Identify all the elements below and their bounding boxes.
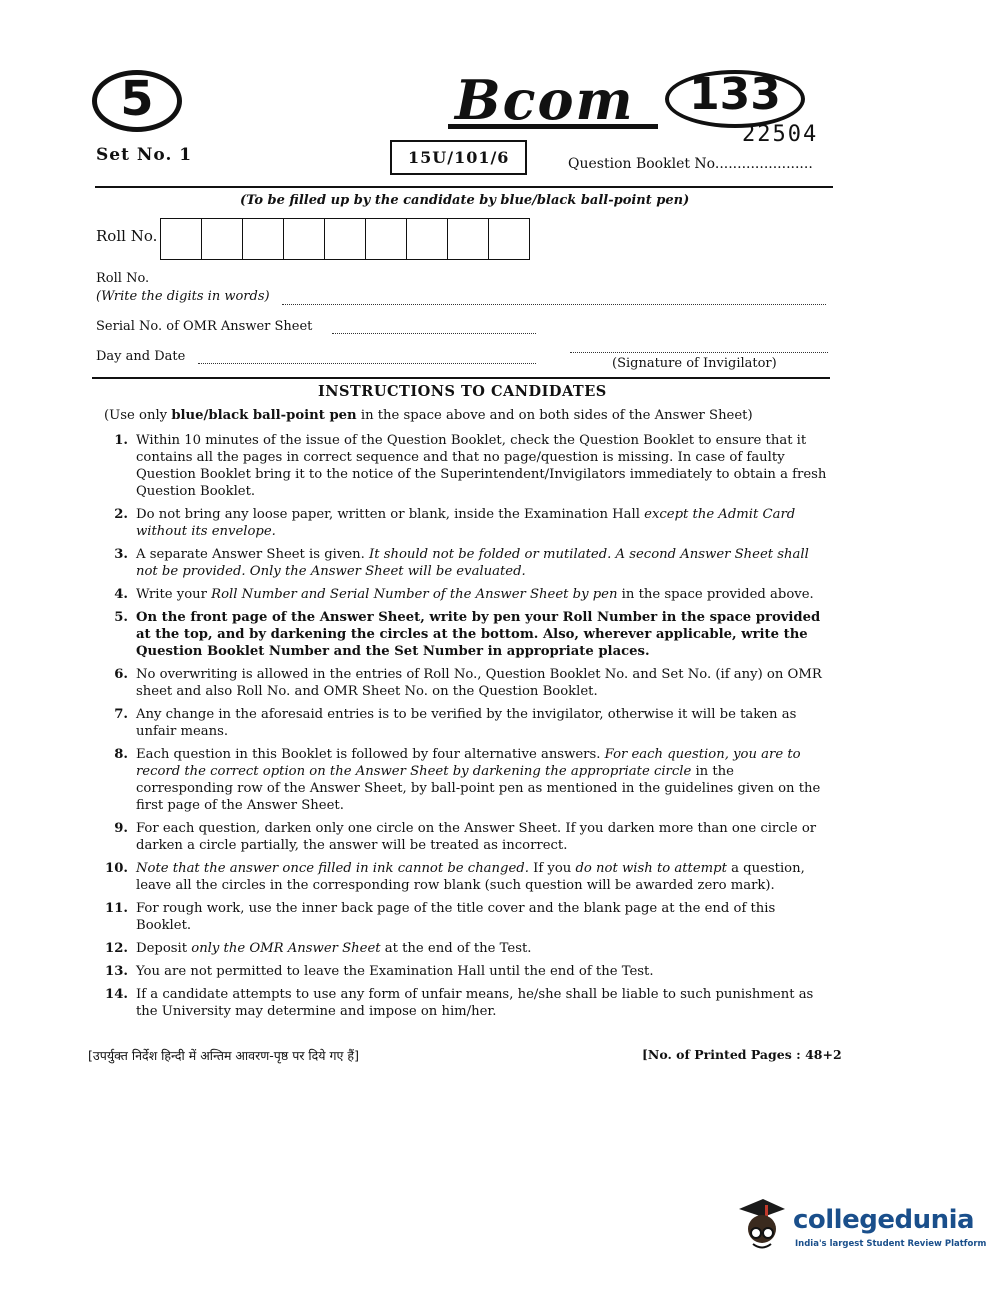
brand-tagline: India's largest Student Review Platform: [795, 1239, 987, 1249]
text-italic: do not wish to attempt: [575, 861, 727, 876]
booklet-number-label: Question Booklet No......................: [568, 156, 813, 172]
instruction-number: 8.: [114, 747, 128, 762]
instruction-text: [136, 746, 830, 814]
instruction-text: [136, 609, 830, 660]
instruction-item: [90, 746, 830, 814]
header-divider: [95, 186, 833, 188]
fill-note: (To be filled up by the candidate by blue/black ball-point pen): [240, 193, 690, 208]
instruction-number: 6.: [114, 667, 128, 682]
instruction-number: 4.: [114, 587, 128, 602]
text: at the end of the Test.: [380, 941, 532, 956]
collegedunia-logo: [735, 1195, 987, 1255]
instruction-text: [136, 666, 830, 700]
roll-words-field[interactable]: [282, 304, 826, 305]
text: No overwriting is allowed in the entries of Roll No., Question Booklet No. and Set No. (if any) on OMR sheet and also Roll No. and OMR Sheet No. on the Question Booklet.: [136, 667, 822, 699]
omr-serial-label: Serial No. of OMR Answer Sheet: [96, 319, 313, 334]
roll-digit-box[interactable]: [242, 219, 283, 259]
instruction-number: 9.: [114, 821, 128, 836]
instruction-text: [136, 940, 830, 957]
roll-digit-box[interactable]: [324, 219, 365, 259]
instruction-item: [90, 860, 830, 894]
roll-words-label: Roll No.: [96, 271, 150, 286]
instruction-item: [90, 506, 830, 540]
instruction-text: [136, 986, 830, 1020]
instructions-list: [90, 432, 830, 1026]
paper-code: 15U/101/6: [390, 140, 527, 175]
day-date-field[interactable]: [198, 363, 536, 364]
handwritten-code: 133: [689, 69, 781, 120]
text-italic: For each question, you are to record the correct option on the Answer Sheet by darkening the appropriate circle: [136, 747, 801, 779]
instruction-item: [90, 900, 830, 934]
roll-digit-box[interactable]: [406, 219, 447, 259]
mascot-icon: [735, 1195, 787, 1253]
text: in the corresponding row of the Answer Sheet, by ball-point pen as mentioned in the guidelines given on the first page of the Answer Sheet.: [136, 764, 821, 813]
text-italic: Note that the answer once filled in ink cannot be changed.: [136, 861, 529, 876]
roll-digit-box[interactable]: [365, 219, 406, 259]
text: For rough work, use the inner back page of the title cover and the blank page at the end of this Booklet.: [136, 901, 776, 933]
instruction-number: 12.: [105, 941, 128, 956]
text: Deposit: [136, 941, 192, 956]
handwritten-course: Bcom: [455, 68, 635, 132]
instruction-text: [136, 432, 830, 500]
roll-no-label: Roll No.: [96, 227, 158, 245]
instruction-item: [90, 546, 830, 580]
instruction-number: 5.: [114, 610, 128, 625]
text-italic: It should not be folded or mutilated. A second Answer Sheet shall not be provided. Only the Answer Sheet will be evaluated.: [136, 547, 809, 579]
instruction-item: [90, 986, 830, 1020]
instruction-number: 2.: [114, 507, 128, 522]
handwritten-set-number: 5: [120, 71, 154, 127]
instruction-item: [90, 963, 830, 980]
roll-words-sublabel: (Write the digits in words): [96, 289, 270, 304]
instruction-text: [136, 586, 830, 603]
form-divider: [92, 377, 830, 379]
signature-field[interactable]: [570, 352, 828, 353]
instruction-number: 1.: [114, 433, 128, 448]
instruction-item: [90, 432, 830, 500]
printed-pages: [No. of Printed Pages : 48+2: [642, 1047, 842, 1062]
instruction-number: 14.: [105, 987, 128, 1002]
instruction-item: [90, 586, 830, 603]
instruction-text: [136, 900, 830, 934]
instructions-subtitle: [104, 408, 753, 423]
instruction-number: 3.: [114, 547, 128, 562]
signature-label: (Signature of Invigilator): [612, 356, 777, 371]
text: Do not bring any loose paper, written or blank, inside the Examination Hall: [136, 507, 645, 522]
instruction-text: [136, 546, 830, 580]
instruction-item: [90, 609, 830, 660]
instruction-text: [136, 963, 830, 980]
instruction-item: [90, 666, 830, 700]
instruction-text: [136, 820, 830, 854]
day-date-label: Day and Date: [96, 349, 186, 364]
handwritten-booklet-number: 22504: [742, 122, 819, 147]
instruction-text: [136, 706, 830, 740]
subtitle-part: in the space above and on both sides of the Answer Sheet): [356, 408, 753, 423]
text-italic: Roll Number and Serial Number of the Answer Sheet by pen: [211, 587, 618, 602]
instruction-item: [90, 820, 830, 854]
text: Each question in this Booklet is followed by four alternative answers.: [136, 747, 605, 762]
text: Any change in the aforesaid entries is to be verified by the invigilator, otherwise it will be taken as unfair means.: [136, 707, 797, 739]
text-italic: only the OMR Answer Sheet: [191, 941, 381, 956]
subtitle-part: (Use only: [104, 408, 172, 423]
roll-digit-box[interactable]: [283, 219, 324, 259]
brand-name: collegedunia: [793, 1205, 975, 1235]
roll-digit-box[interactable]: [161, 219, 201, 259]
omr-serial-field[interactable]: [332, 333, 536, 334]
text: Write your: [136, 587, 212, 602]
subtitle-bold: blue/black ball-point pen: [171, 408, 357, 423]
roll-number-boxes[interactable]: [160, 218, 530, 260]
text-bold: On the front page of the Answer Sheet, write by pen your Roll Number in the space provided at the top, and by darkening the circles at the bottom. Also, wherever applicable, write the Question Booklet Number and the Set Number in appropriate places.: [136, 610, 821, 659]
instruction-text: [136, 860, 830, 894]
text: a question, leave all the circles in the corresponding row blank (such question will be awarded zero mark).: [136, 861, 805, 893]
roll-digit-box[interactable]: [488, 219, 529, 259]
instruction-item: [90, 940, 830, 957]
roll-digit-box[interactable]: [201, 219, 242, 259]
text: You are not permitted to leave the Examination Hall until the end of the Test.: [136, 964, 654, 979]
instruction-number: 10.: [105, 861, 128, 876]
text: A separate Answer Sheet is given.: [136, 547, 370, 562]
text-italic: except the Admit Card without its envelope.: [136, 507, 796, 539]
instruction-number: 7.: [114, 707, 128, 722]
text: If you: [528, 861, 576, 876]
text: Within 10 minutes of the issue of the Question Booklet, check the Question Booklet to ensure that it contains all the pages in correct sequence and that no page/question is missing. In case of faulty Question Booklet bring it to the notice of the Superintendent/Invigilators immediately to obtain a fresh Question Booklet.: [136, 433, 827, 499]
text: If a candidate attempts to use any form of unfair means, he/she shall be liable to such punishment as the University may determine and impose on him/her.: [136, 987, 814, 1019]
hindi-note: [उपर्युक्त निर्देश हिन्दी में अन्तिम आवरण-पृष्ठ पर दिये गए हैं]: [88, 1048, 359, 1063]
instruction-item: [90, 706, 830, 740]
roll-digit-box[interactable]: [447, 219, 488, 259]
handwritten-underline: [448, 124, 658, 129]
instruction-number: 13.: [105, 964, 128, 979]
instruction-text: [136, 506, 830, 540]
instructions-title: INSTRUCTIONS TO CANDIDATES: [318, 383, 607, 400]
text: For each question, darken only one circle on the Answer Sheet. If you darken more than one circle or darken a circle partially, the answer will be treated as incorrect.: [136, 821, 817, 853]
set-number: Set No. 1: [96, 145, 193, 165]
instruction-number: 11.: [105, 901, 128, 916]
text: in the space provided above.: [617, 587, 814, 602]
